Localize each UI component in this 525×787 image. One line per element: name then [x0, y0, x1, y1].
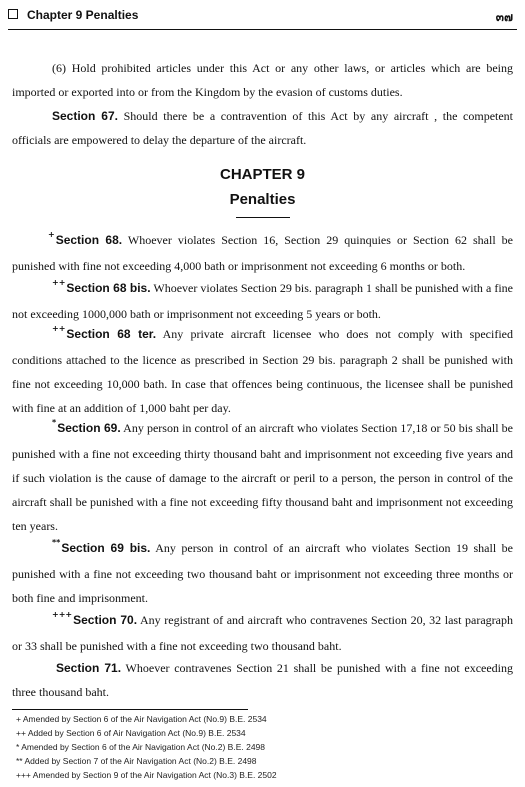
section-68-bis-paragraph — [12, 276, 513, 326]
checkbox-square-icon — [8, 9, 18, 19]
section-68-ter-paragraph — [12, 322, 513, 420]
section-text: Whoever contravenes Section 21 shall be punished with a fine not exceeding three thousand baht. — [12, 661, 514, 699]
amendment-mark: + — [48, 230, 55, 239]
section-text: Any private aircraft licensee who does not comply with specified conditions attached to the licence as prescribed in Section 29 bis. paragraph 2 shall be punished with fine not exceeding 10,000 bath. In case that offences being continuous, the licensee shall be punished with fine at an addition of 1,000 baht per day. — [12, 327, 513, 415]
footnote: + Amended by Section 6 of the Air Navigation Act (No.9) B.E. 2534 — [16, 714, 267, 724]
footnote: * Amended by Section 6 of the Air Navigation Act (No.2) B.E. 2498 — [16, 742, 266, 752]
section-67-paragraph — [12, 104, 513, 152]
section-label: Section 70. — [73, 613, 138, 627]
section-69-bis-paragraph — [12, 536, 513, 610]
amendment-mark: ++ — [52, 278, 66, 287]
item-6-paragraph: (6) Hold prohibited articles under this Act or any other laws, or articles which are being imported or exported into or from the Kingdom by the evasion of customs duties. — [12, 61, 513, 99]
footnote-divider — [12, 709, 248, 710]
section-text: Whoever violates Section 29 bis. paragraph 1 shall be punished with a fine not exceeding 1000,000 bath or imprisonment not exceeding 5 years or both. — [12, 281, 514, 321]
section-label: Section 68. — [55, 233, 123, 247]
section-text: Should there be a contravention of this Act by any aircraft , the competent officials are empowered to delay the departure of the aircraft. — [12, 109, 514, 147]
section-label: Section 69 bis. — [61, 541, 151, 555]
amendment-mark: ++ — [52, 324, 66, 333]
section-text: Any person in control of an aircraft who violates Section 19 shall be punished with a fine not exceeding two thousand baht or imprisonment not exceeding three months or both fine and imprisonment. — [12, 541, 513, 605]
header-divider — [8, 29, 517, 30]
page-header — [8, 8, 517, 26]
amendment-mark: ** — [52, 538, 61, 547]
chapter-subheading: Penalties — [229, 191, 296, 208]
section-70-paragraph — [12, 608, 513, 658]
section-71-paragraph — [12, 656, 513, 704]
chapter-underline — [236, 217, 290, 218]
footnote: ** Added by Section 7 of the Air Navigation Act (No.2) B.E. 2498 — [16, 756, 257, 766]
section-text: Any person in control of an aircraft who violates Section 17,18 or 50 bis shall be punished with a fine not exceeding thirty thousand baht and imprisonment not exceeding five years and if such violation is the cause of damage to the aircraft or peril to a person, the person in control of the aircraft shall be punished with a fine not exceeding fifty thousand baht and imprisonment not exceeding ten years. — [12, 421, 513, 533]
amendment-mark: * — [52, 418, 57, 427]
section-69-paragraph — [12, 416, 513, 538]
amendment-mark: +++ — [52, 610, 73, 619]
section-label: Section 69. — [57, 421, 121, 435]
running-title: Chapter 9 Penalties — [27, 8, 139, 22]
section-label: Section 67. — [52, 109, 118, 123]
section-label: Section 68 ter. — [66, 327, 157, 341]
page-number: ๓๗ — [495, 10, 513, 24]
section-label: Section 68 bis. — [66, 281, 151, 295]
section-text: Whoever violates Section 16, Section 29 quinquies or Section 62 shall be punished with fine not exceeding 4,000 bath or imprisonment not exceeding 6 months or both. — [12, 233, 513, 273]
footnote: ++ Added by Section 6 of Air Navigation Act (No.9) B.E. 2534 — [16, 728, 246, 738]
section-label: Section 71. — [56, 661, 122, 675]
section-text: Any registrant of and aircraft who contravenes Section 20, 32 last paragraph or 33 shall be punished with a fine not exceeding two thousand baht. — [12, 613, 513, 653]
chapter-heading: CHAPTER 9 — [219, 166, 305, 183]
section-68-paragraph — [12, 228, 513, 278]
footnote: +++ Amended by Section 9 of the Air Navigation Act (No.3) B.E. 2502 — [16, 770, 277, 780]
